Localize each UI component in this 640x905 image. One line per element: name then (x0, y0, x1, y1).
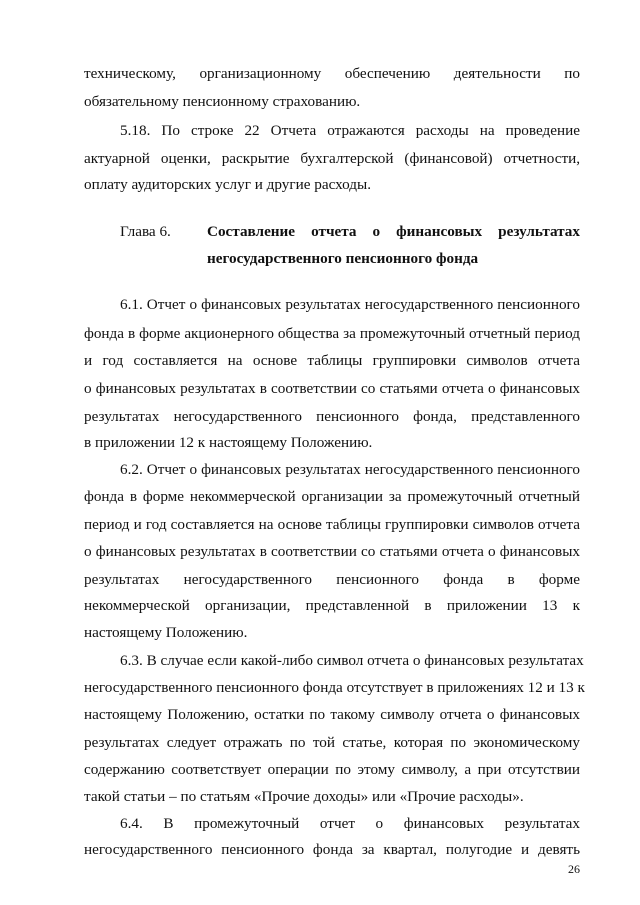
paragraph-6-1-line: фонда в форме акционерного общества за промежуточный отчетный период (84, 325, 580, 342)
text-line: обязательному пенсионному страхованию. (84, 93, 361, 110)
paragraph-6-1-line: в приложении 12 к настоящему Положению. (84, 434, 373, 451)
paragraph-6-2-line: о финансовых результатах в соответствии со статьями отчета о финансовых (84, 543, 580, 560)
paragraph-6-3-line: такой статьи – по статьям «Прочие доходы» или «Прочие расходы». (84, 788, 524, 805)
paragraph-5-18-line: оплату аудиторских услуг и другие расходы. (84, 176, 372, 193)
paragraph-6-1-line: результатах негосударственного пенсионного фонда, представленного (84, 408, 580, 425)
chapter-title-line: негосударственного пенсионного фонда (207, 250, 479, 267)
paragraph-6-2-line: результатах негосударственного пенсионного фонда в форме (84, 571, 580, 588)
paragraph-6-2-line: некоммерческой организации, представленной в приложении 13 к (84, 597, 580, 614)
paragraph-6-1-line: о финансовых результатах в соответствии со статьями отчета о финансовых (84, 380, 580, 397)
paragraph-5-18-line: 5.18. По строке 22 Отчета отражаются расходы на проведение (120, 122, 580, 139)
paragraph-6-3-line: содержанию соответствует операции по этому символу, а при отсутствии (84, 761, 580, 778)
paragraph-6-1-line: 6.1. Отчет о финансовых результатах негосударственного пенсионного (120, 296, 580, 313)
paragraph-6-2-line: 6.2. Отчет о финансовых результатах негосударственного пенсионного (120, 461, 580, 478)
page-number: 26 (568, 862, 580, 876)
paragraph-6-3-line: негосударственного пенсионного фонда отсутствует в приложениях 12 и 13 к (84, 679, 585, 696)
paragraph-6-3-line: 6.3. В случае если какой-либо символ отчета о финансовых результатах (120, 652, 584, 669)
paragraph-6-4-line: 6.4. В промежуточный отчет о финансовых результатах (120, 815, 580, 832)
paragraph-6-2-line: настоящему Положению. (84, 624, 248, 641)
paragraph-6-3-line: результатах следует отражать по той статье, которая по экономическому (84, 734, 580, 751)
paragraph-6-2-line: фонда в форме некоммерческой организации за промежуточный отчетный (84, 488, 580, 505)
chapter-title-line: Составление отчета о финансовых результатах (207, 223, 580, 240)
paragraph-6-1-line: и год составляется на основе таблицы группировки символов отчета (84, 352, 580, 369)
paragraph-6-2-line: период и год составляется на основе таблицы группировки символов отчета (84, 516, 580, 533)
text-line: техническому, организационному обеспечению деятельности по (84, 65, 580, 82)
paragraph-6-4-line: негосударственного пенсионного фонда за квартал, полугодие и девять (84, 841, 580, 858)
paragraph-5-18-line: актуарной оценки, раскрытие бухгалтерской (финансовой) отчетности, (84, 150, 580, 167)
chapter-number: Глава 6. (120, 223, 171, 240)
paragraph-6-3-line: настоящему Положению, остатки по такому символу отчета о финансовых (84, 706, 580, 723)
